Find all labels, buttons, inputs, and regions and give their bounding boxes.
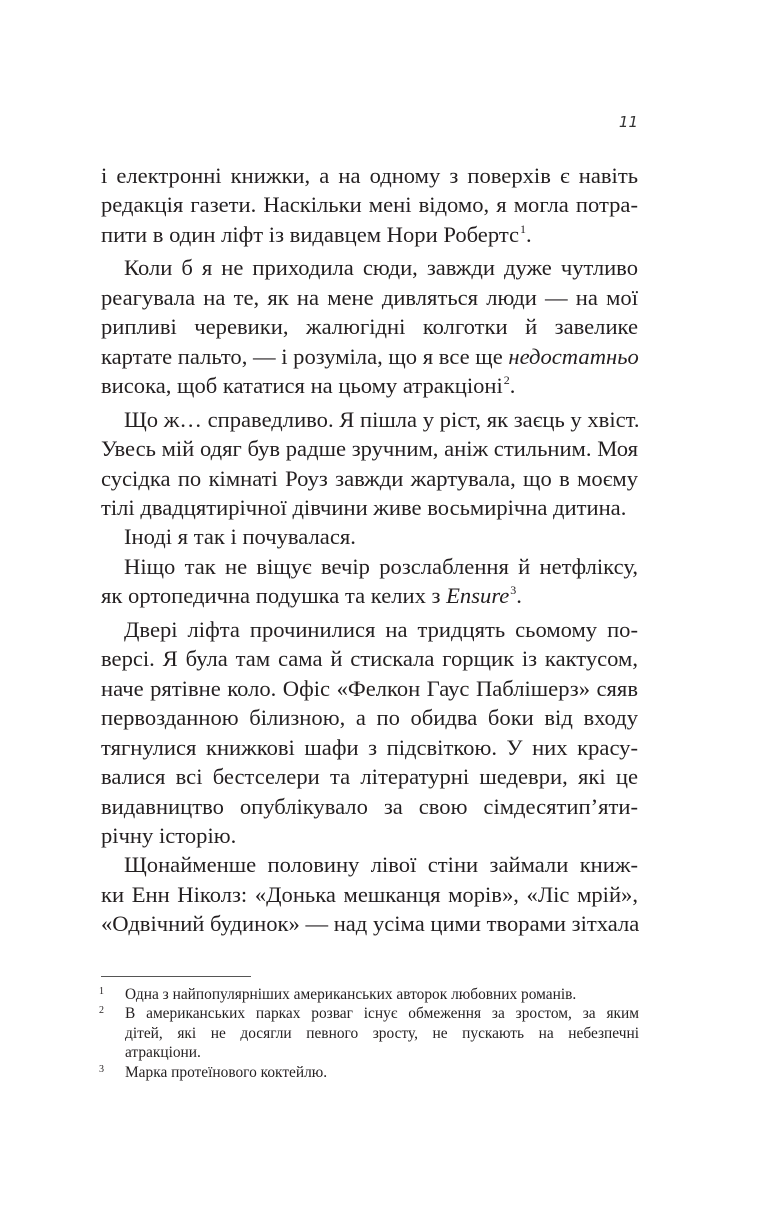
footnote-text: Одна з найпопулярніших американських авторок любовних романів. — [125, 986, 577, 1003]
page-number: 11 — [618, 113, 638, 131]
footnote-divider — [101, 976, 251, 977]
text-line: пити в один ліфт із видавцем Нори Робертс$^1$. — [101, 221, 532, 247]
text-line: «Одвічний будинок» — над усіма цими творами зітхала — [101, 911, 640, 937]
text-line: сусідка по кімнаті Роуз завжди жартувала, що в моєму — [101, 465, 638, 491]
text-line: рипливі черевики, жалюгідні колготки й завелике — [101, 314, 638, 340]
text-line: первозданною білизною, а по обидва боки від входу — [101, 705, 638, 731]
text-line: версі. Я була там сама й стискала горщик із кактусом, — [101, 646, 638, 672]
text-line: видавництво опублікувало за свою сімдесятип’яти- — [101, 793, 638, 819]
text-line: Щонайменше половину лівої стіни займали книж- — [124, 852, 638, 878]
footnotes — [99, 985, 639, 1082]
text-line: висока, щоб кататися на цьому атракціоні$^2$. — [101, 373, 516, 399]
footnote-1 — [99, 985, 639, 1004]
text-line: ки Енн Ніколз: «Донька мешканця морів», «Ліс мрій», — [101, 881, 638, 907]
text-line: Що ж… справедливо. Я пішла у ріст, як заєць у хвіст. — [124, 406, 640, 432]
text-line: тілі двадцятирічної дівчини живе восьмирічна дитина. — [101, 494, 627, 520]
text-line: Увесь мій одяг був радше зручним, аніж стильним. Моя — [101, 436, 638, 462]
footnote-ref-1[interactable]: 1 — [520, 221, 527, 236]
footnote-ref-2[interactable]: 2 — [503, 373, 510, 388]
text-line: картате пальто, — і розуміла, що я все ще недостатньо — [101, 343, 639, 369]
text-line: як ортопедична подушка та келих з Ensure$^3$. — [101, 583, 522, 609]
footnote-number: 1 — [99, 986, 104, 997]
footnote-number: 3 — [99, 1063, 104, 1075]
footnote-text: дітей, які не досягли певного зросту, не пускають на небезпечні — [125, 1024, 639, 1042]
emphasis: недостатньо — [508, 343, 639, 369]
text-line: Іноді я так і почувалася. — [124, 524, 356, 550]
text-line: валися всі бестселери та літературні шедеври, які це — [101, 764, 638, 790]
footnote-2 — [99, 1004, 639, 1062]
footnote-text: Марка протеїнового коктейлю. — [125, 1063, 328, 1081]
footnote-text: атракціони. — [125, 1044, 201, 1062]
text-line: тягнулися книжкові шафи з підсвіткою. У них красу- — [101, 734, 638, 760]
footnote-text: В американських парках розваг існує обмеження за зростом, за яким — [125, 1005, 639, 1023]
emphasis: Ensure — [446, 583, 510, 609]
footnote-ref-3[interactable]: 3 — [510, 583, 517, 598]
text-line: Ніщо так не віщує вечір розслаблення й нетфліксу, — [124, 553, 638, 579]
footnote-number: 2 — [99, 1005, 104, 1017]
text-line: Коли б я не приходила сюди, завжди дуже чутливо — [124, 255, 638, 281]
text-line: редакція газети. Наскільки мені відомо, я могла потра- — [101, 192, 638, 218]
text-line: і електронні книжки, а на одному з поверхів є навіть — [101, 163, 638, 188]
text-line: річну історію. — [101, 822, 237, 848]
footnote-3 — [99, 1063, 639, 1082]
text-line: Двері ліфта прочинилися на тридцять сьомому по- — [124, 616, 638, 642]
body-text — [101, 161, 638, 939]
text-line: реагувала на те, як на мене дивляться люди — на мої — [101, 284, 638, 310]
text-line: наче рятівне коло. Офіс «Фелкон Гаус Паблішерз» сяяв — [101, 675, 638, 701]
